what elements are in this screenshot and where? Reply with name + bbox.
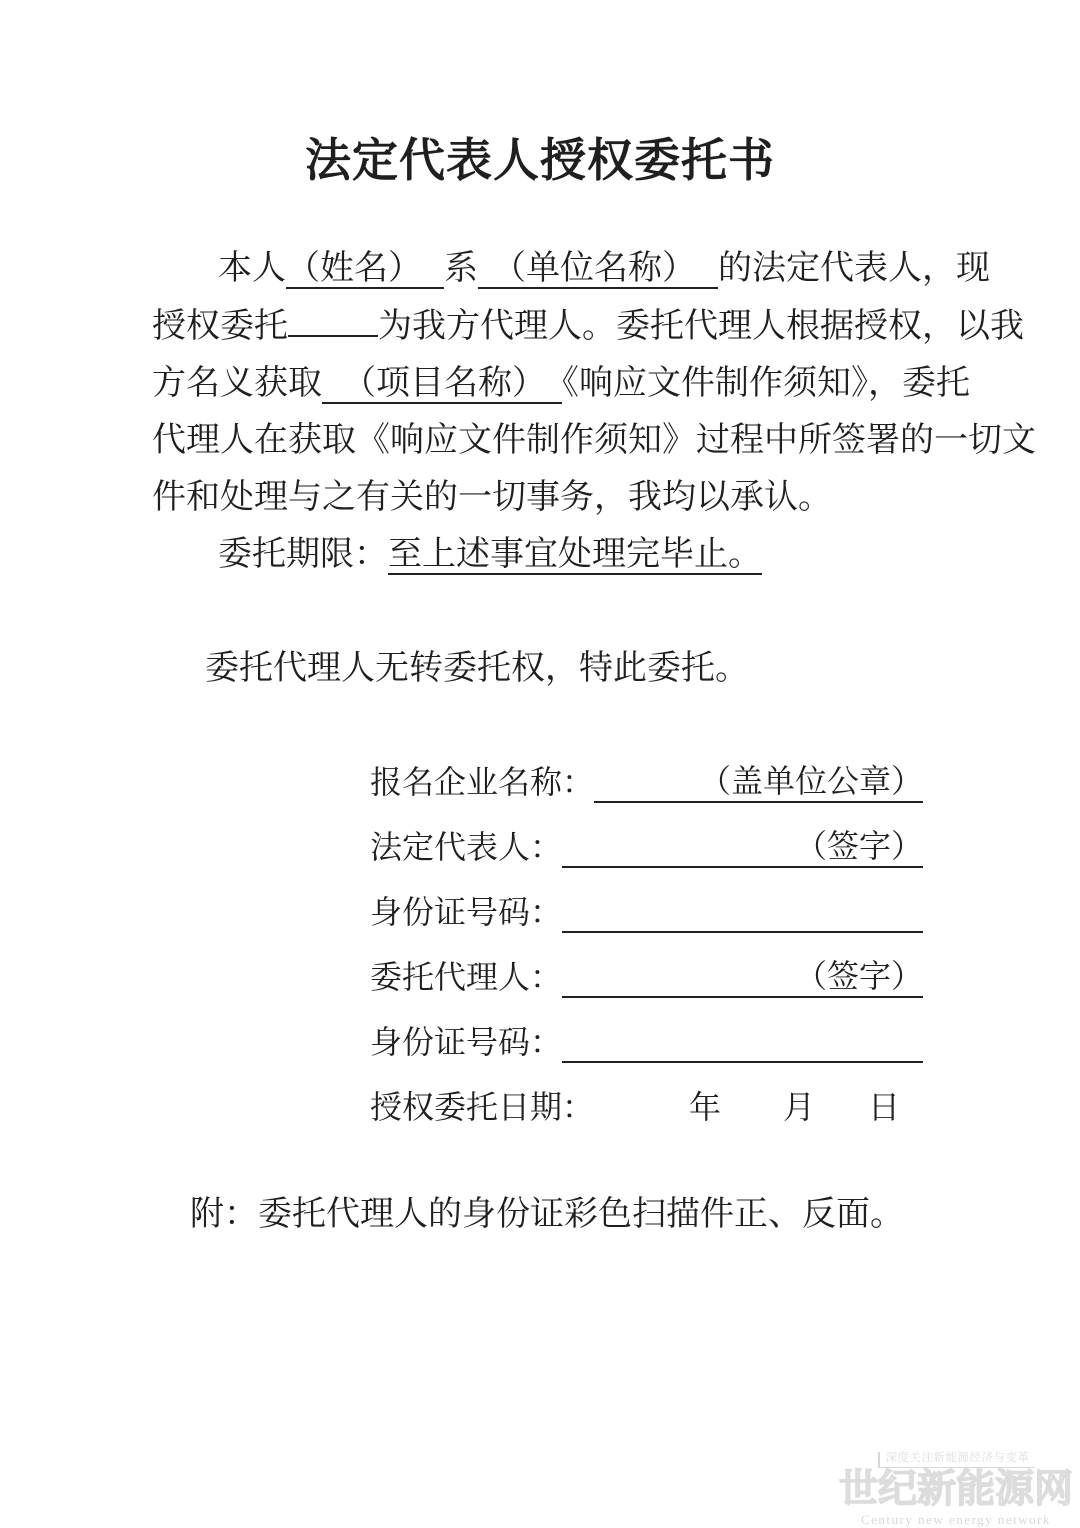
date-day-label: 日 xyxy=(868,1089,901,1125)
text-run: 件和处理与之有关的一切事务，我均以承认。 xyxy=(152,479,832,516)
blank-project-field: （项目名称） xyxy=(322,365,562,404)
text-run: 系 xyxy=(444,250,478,287)
watermark-slogan: 深度关注新能源经济与变革 xyxy=(878,1452,1035,1469)
para1-line6 xyxy=(152,526,946,583)
blank-agent-field xyxy=(288,297,378,337)
text-run: 授权委托 xyxy=(152,308,288,345)
field-blank-line xyxy=(562,891,923,933)
blank-name-field: （姓名） xyxy=(286,250,444,289)
field-note: （签字） xyxy=(794,828,923,864)
field-label: 报名企业名称： xyxy=(370,764,595,800)
field-label: 身份证号码： xyxy=(370,1024,563,1060)
para1-line3 xyxy=(152,355,970,412)
text-run: 为我方代理人。委托代理人根据授权，以我 xyxy=(378,308,1024,345)
body-paragraph-2: 委托代理人无转委托权，特此委托。 xyxy=(205,650,749,687)
text-run: 本人 xyxy=(218,250,286,287)
field-note: （签字） xyxy=(794,958,923,994)
form-row-id-number-2 xyxy=(370,1023,923,1063)
field-label: 法定代表人： xyxy=(370,829,563,865)
body-paragraph-main xyxy=(152,240,1036,583)
field-blank-line xyxy=(594,761,923,803)
text-run: 代理人在获取《响应文件制作须知》过程中所签署的一切文 xyxy=(152,422,1036,459)
site-watermark xyxy=(834,1449,1078,1526)
field-label: 身份证号码： xyxy=(370,894,563,930)
field-note: （盖单位公章） xyxy=(698,763,923,799)
form-row-company xyxy=(370,763,923,803)
date-month-label: 月 xyxy=(783,1089,816,1125)
field-blank-line xyxy=(562,1021,923,1063)
para1-line1 xyxy=(152,240,990,297)
para1-line4 xyxy=(152,412,1036,469)
form-row-id-number-1 xyxy=(370,893,923,933)
field-label: 授权委托日期： xyxy=(370,1089,595,1125)
para1-line2 xyxy=(152,297,1024,355)
field-blank-line xyxy=(562,956,923,998)
text-run: 方名义获取 xyxy=(152,365,322,402)
blank-company-field: （单位名称） xyxy=(478,250,718,289)
field-label: 委托代理人： xyxy=(370,959,563,995)
field-blank-line xyxy=(562,826,923,868)
text-run: 委托期限： xyxy=(218,536,388,573)
watermark-subtitle: Century new energy network xyxy=(860,1512,1052,1527)
watermark-brand: 世纪新能源网 xyxy=(838,1468,1073,1512)
text-run: 的法定代表人，现 xyxy=(718,250,990,287)
form-row-entrusted-agent xyxy=(370,958,923,998)
attachment-note: 附：委托代理人的身份证彩色扫描件正、反面。 xyxy=(190,1196,904,1233)
entrust-period-underlined: 至上述事宜处理完毕止。 xyxy=(388,536,762,573)
signature-form xyxy=(370,763,923,1128)
form-row-date xyxy=(370,1088,923,1128)
date-year-label: 年 xyxy=(689,1089,722,1125)
page-title: 法定代表人授权委托书 xyxy=(305,135,775,186)
text-run: 《响应文件制作须知》，委托 xyxy=(562,365,970,402)
para1-line5 xyxy=(152,469,946,526)
form-row-legal-representative xyxy=(370,828,923,868)
